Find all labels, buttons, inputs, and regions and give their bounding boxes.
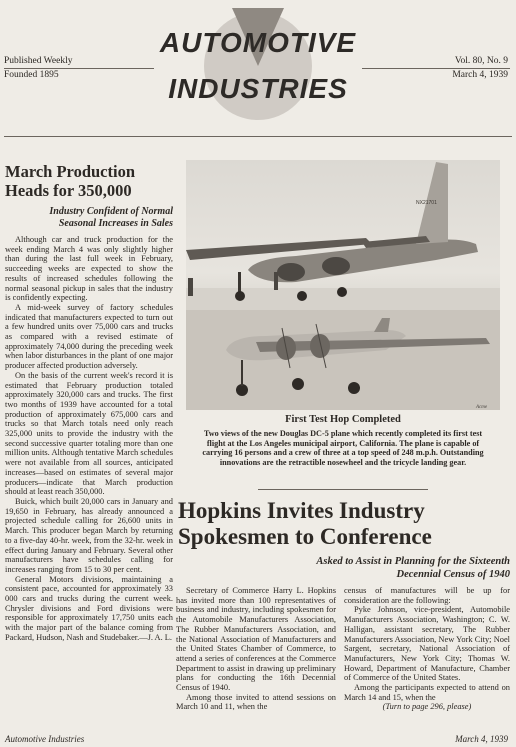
photo-credit: Acme <box>476 405 488 410</box>
right-col2 <box>344 586 510 712</box>
caption-rule <box>258 489 428 490</box>
right-paragraph: Among the participants expected to attend on March 14 and 15, when the <box>344 683 510 702</box>
left-paragraph: A mid-week survey of factory schedules indicated that manufacturers expected to turn out a few hundred units over 75,000 cars and trucks as compared with a revised estimate of approximately 74,000 during the preceding week when labor disturbances in the plant of one major producer affected production adversely. <box>5 302 173 371</box>
left-body <box>5 235 173 643</box>
masthead-rule-left <box>4 68 154 69</box>
right-paragraph: Secretary of Commerce Harry L. Hopkins has invited more than 100 representatives of business and industry, including spokesmen for the Automobile Manufacturers Association, The Rubber Manufacturers Association, and the National Association of Manufacturers and the United States Chamber of Commerce, to attend a series of conferences at the Commerce Department to assist in drawing up preliminary plans for conducting the 16th Decennial Census of 1940. <box>176 586 336 693</box>
airplane-illustration <box>186 160 500 410</box>
caption-body: Two views of the new Douglas DC-5 plane which recently completed its first test flight at the Los Angeles municipal airport, California. The plane is capable of carrying 16 persons and a crew of three at a top speed of 248 m.p.h. Outstanding innovations are the retractible nosewheel and the tricycle landing gear. <box>202 429 484 467</box>
volume-number: Vol. 80, No. 9 <box>454 56 508 66</box>
masthead-date: March 4, 1939 <box>452 70 508 80</box>
right-paragraph: Among those invited to attend sessions on March 10 and 11, when the <box>176 692 336 712</box>
right-col1 <box>176 586 336 712</box>
right-subhead: Asked to Assist in Planning for the Sixteenth Decennial Census of 1940 <box>316 556 510 580</box>
caption-title: First Test Hop Completed <box>285 414 401 425</box>
left-paragraph: On the basis of the current week's record it is estimated that February production totaled approximately 320,000 cars and trucks. The first two months of 1939 have accounted for a total production of approximately 675,000 cars and trucks so that March totals need only reach 325,000 units to provide the industry with the second successive quarter totaling more than one million units. Although tentative March schedules were not available from all sources, anticipated increases—based on estimates of several major producers—indicate that March production should at least reach 350,000. <box>5 370 173 497</box>
dc5-photo <box>186 160 500 410</box>
left-article <box>5 162 173 643</box>
masthead-divider <box>4 136 512 137</box>
right-headline: Hopkins Invites Industry Spokesmen to Conference <box>178 498 432 549</box>
left-paragraph: General Motors divisions, maintaining a consistent pace, accounted for approximately 33 000 cars and trucks during the current week. Chrysler divisions and Ford divisions were responsible for approximately 17,750 units each with the major part of the balance coming from Packard, Hudson, Nash and Studebaker.—J. A. L. <box>5 574 173 642</box>
footer-date: March 4, 1939 <box>455 734 508 744</box>
left-paragraph: Although car and truck production for the week ending March 4 was only slightly higher than during the last full week in February, succeeding weeks are expected to show the results of increased schedules following the normal seasonal pickup in sales that the industry is confidently expecting. <box>5 235 173 303</box>
turn-page-note: (Turn to page 296, please) <box>382 702 472 712</box>
left-subhead: Industry Confident of Normal Seasonal Increases in Sales <box>49 206 173 229</box>
right-paragraph: census of manufactures will be up for consideration are the following: <box>344 586 510 605</box>
founded-year: Founded 1895 <box>4 70 59 80</box>
logo-automotive: AUTOMOTIVE <box>159 27 357 58</box>
footer-publication: Automotive Industries <box>5 734 85 744</box>
published-weekly: Published Weekly <box>4 56 73 66</box>
svg-text:NX21701: NX21701 <box>416 200 437 206</box>
logo-industries: INDUSTRIES <box>168 73 348 104</box>
right-paragraph: Pyke Johnson, vice-president, Automobile Manufacturers Association, Washington; C. W. Halligan, assistant secretary, The Rubber Manufacturers Association, New York City; Noel Sargent, secretary, National Association of Manufacturers, New York City; Thomas W. Howard, Department of Manufacture, Chamber of Commerce of the United States. <box>344 605 510 683</box>
left-paragraph: Buick, which built 20,000 cars in January and 19,650 in February, has already announced a projected schedule calling for 26,600 units in March. This producer began March by returning to a five-day 40-hr. week, from the 32-hr. week in effect during January and February. Several other manufacturers have schedules calling for increases ranging from 15 to 30 per cent. <box>5 496 173 574</box>
masthead-rule-right <box>362 68 510 69</box>
left-headline: March Production Heads for 350,000 <box>5 162 136 200</box>
